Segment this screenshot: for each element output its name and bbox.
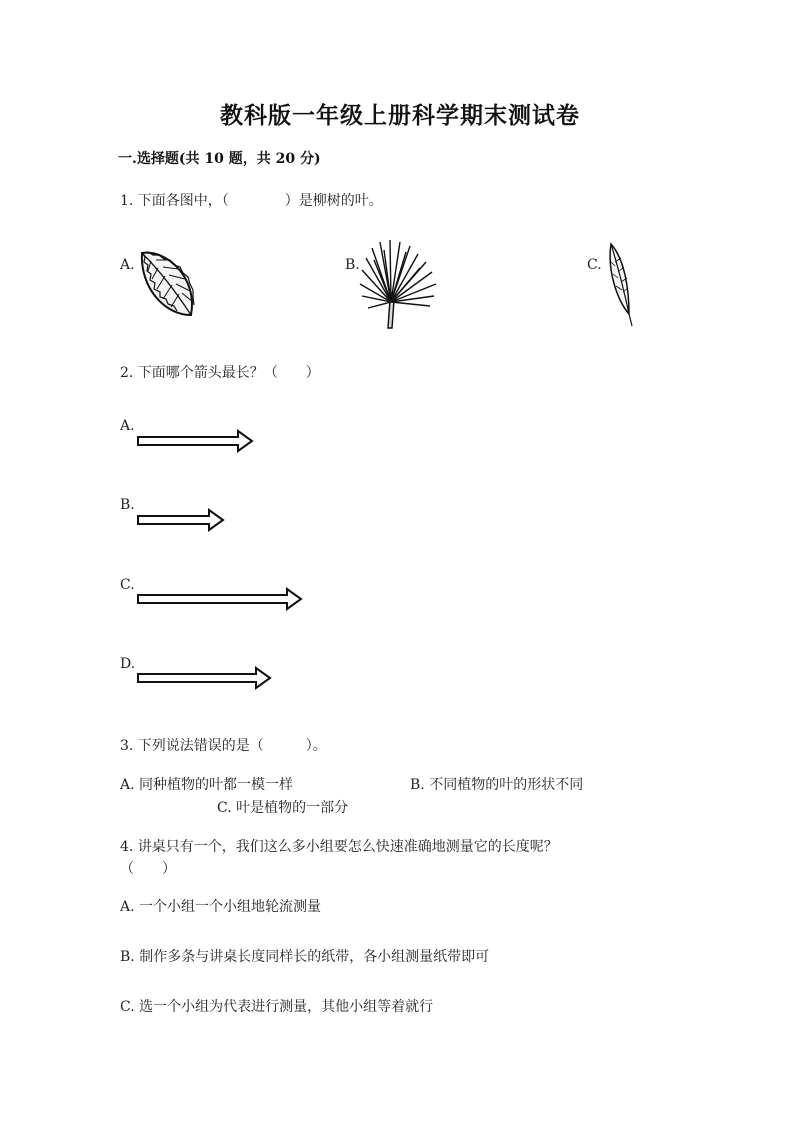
q2-option-a-label[interactable]: A. — [120, 418, 135, 434]
q2-option-b-label[interactable]: B. — [120, 497, 135, 513]
q1-option-a-label[interactable]: A. — [120, 257, 135, 273]
arrow-d — [137, 667, 277, 691]
q3-option-a[interactable]: A. 同种植物的叶都一模一样 — [120, 777, 294, 793]
question-2-stem: 2. 下面哪个箭头最长？（ ） — [120, 365, 320, 381]
section-heading: 一.选择题(共 10 题，共 20 分) — [118, 151, 321, 167]
arrow-b — [137, 509, 232, 533]
q4-option-a[interactable]: A. 一个小组一个小组地轮流测量 — [120, 899, 322, 915]
q4-option-b[interactable]: B. 制作多条与讲桌长度同样长的纸带，各小组测量纸带即可 — [120, 949, 490, 965]
serrated-leaf-image — [136, 247, 206, 322]
q1-option-c-label[interactable]: C. — [587, 257, 602, 273]
arrow-a — [137, 430, 257, 454]
q2-option-c-label[interactable]: C. — [120, 577, 135, 593]
page-title: 教科版一年级上册科学期末测试卷 — [220, 102, 580, 129]
arrow-c — [137, 588, 307, 612]
q1-option-b-label[interactable]: B. — [345, 257, 360, 273]
question-1-stem: 1. 下面各图中，（ ）是柳树的叶。 — [120, 193, 383, 209]
q3-option-b[interactable]: B. 不同植物的叶的形状不同 — [410, 777, 584, 793]
q4-option-c[interactable]: C. 选一个小组为代表进行测量，其他小组等着就行 — [120, 999, 434, 1015]
question-3-stem: 3. 下列说法错误的是（ ）。 — [120, 738, 327, 754]
willow-leaf-image — [603, 240, 643, 330]
q2-option-d-label[interactable]: D. — [120, 656, 136, 672]
question-4-stem: 4. 讲桌只有一个，我们这么多小组要怎么快速准确地测量它的长度呢？ — [120, 839, 558, 855]
pine-needles-image — [360, 240, 440, 330]
question-4-blank[interactable]: （ ） — [120, 861, 176, 877]
q3-option-c[interactable]: C. 叶是植物的一部分 — [217, 800, 349, 816]
